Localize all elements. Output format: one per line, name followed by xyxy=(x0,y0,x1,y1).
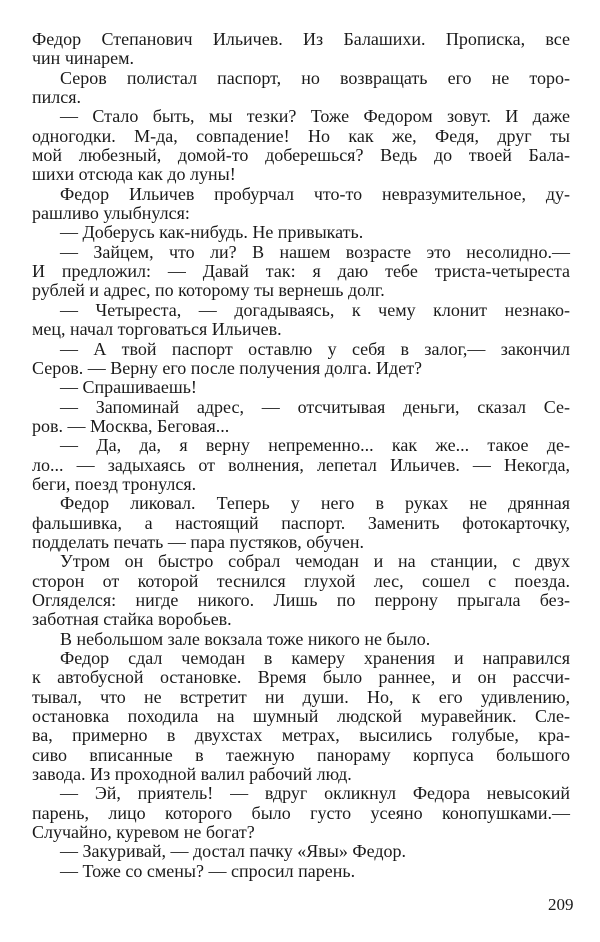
text-line: — Зайцем, что ли? В нашем возрасте это несолидно.— xyxy=(60,241,570,262)
text-line: — Стало быть, мы тезки? Тоже Федором зовут. И даже xyxy=(60,106,570,127)
text-line: рублей и адрес, по которому ты вернешь долг. xyxy=(32,280,385,301)
text-line: одногодки. М-да, совпадение! Но как же, Федя, друг ты xyxy=(32,125,570,146)
text-line: шихи отсюда как до луны! xyxy=(32,164,236,185)
text-line: И предложил: — Давай так: я даю тебе триста-четыреста xyxy=(32,261,570,282)
text-line: сиво вписанные в таежную панораму корпуса большого xyxy=(32,744,570,765)
text-line: завода. Из проходной валил рабочий люд. xyxy=(32,764,352,785)
text-line: остановка походила на шумный людской муравейник. Сле- xyxy=(32,706,570,727)
text-line: Утром он быстро собрал чемодан и на станции, с двух xyxy=(60,551,570,572)
text-line: пился. xyxy=(32,87,82,108)
text-line: мой любезный, домой-то доберешься? Ведь до твоей Бала- xyxy=(32,145,570,166)
text-line: — Доберусь как-нибудь. Не привыкать. xyxy=(60,222,364,243)
text-line: сторон от которой теснился глухой лес, сошел с поезда. xyxy=(32,570,570,591)
text-line: чин чинарем. xyxy=(32,48,135,69)
text-line: подделать печать — пара пустяков, обучен. xyxy=(32,531,364,552)
text-line: — Закуривай, — достал пачку «Явы» Федор. xyxy=(60,841,406,862)
text-line: — А твой паспорт оставлю у себя в залог,— закончил xyxy=(60,338,570,359)
text-line: Федор сдал чемодан в камеру хранения и направился xyxy=(60,648,570,668)
text-line: Огляделся: нигде никого. Лишь по перрону прыгала без- xyxy=(32,589,570,610)
text-line: Федор Ильичев пробурчал что-то невразумительное, ду- xyxy=(60,183,570,204)
text-line: к автобусной остановке. Время было раннее, и он рассчи- xyxy=(32,667,570,688)
text-line: Федор Степанович Ильичев. Из Балашихи. Прописка, все xyxy=(32,29,570,49)
text-line: — Тоже со смены? — спросил парень. xyxy=(60,860,356,881)
text-line: тывал, что не встретит ни души. Но, к его удивлению, xyxy=(32,686,570,707)
text-line: парень, лицо которого было густо усеяно конопушками.— xyxy=(32,802,570,823)
text-line: заботная стайка воробьев. xyxy=(32,609,232,630)
text-line: фальшивка, а настоящий паспорт. Заменить фотокарточку, xyxy=(32,512,570,533)
text-line: ров. — Москва, Беговая... xyxy=(32,415,230,436)
text-line: рашливо улыбнулся: xyxy=(32,203,190,224)
text-line: В небольшом зале вокзала тоже никого не было. xyxy=(60,628,431,649)
text-line: ло... — задыхаясь от волнения, лепетал Ильичев. — Некогда, xyxy=(32,454,570,475)
text-line: мец, начал торговаться Ильичев. xyxy=(32,319,282,340)
text-line: — Спрашиваешь! xyxy=(60,377,197,398)
text-line: Федор ликовал. Теперь у него в руках не дрянная xyxy=(60,493,570,514)
text-line: Серов. — Верну его после получения долга. Идет? xyxy=(32,357,423,378)
text-line: — Эй, приятель! — вдруг окликнул Федора невысокий xyxy=(60,783,570,804)
text-line: — Запоминай адрес, — отсчитывая деньги, сказал Се- xyxy=(60,396,570,417)
text-line: Случайно, куревом не богат? xyxy=(32,822,255,843)
text-line: — Да, да, я верну непременно... как же... такое де- xyxy=(60,435,570,456)
text-line: ва, примерно в двухстах метрах, высились голубые, кра- xyxy=(32,725,570,746)
text-line: беги, поезд тронулся. xyxy=(32,473,197,494)
text-line: Серов полистал паспорт, но возвращать его не торо- xyxy=(60,67,570,88)
book-page-text xyxy=(32,30,570,881)
text-line: — Четыреста, — догадываясь, к чему клонит незнако- xyxy=(60,299,570,320)
page-number: 209 xyxy=(548,895,574,914)
